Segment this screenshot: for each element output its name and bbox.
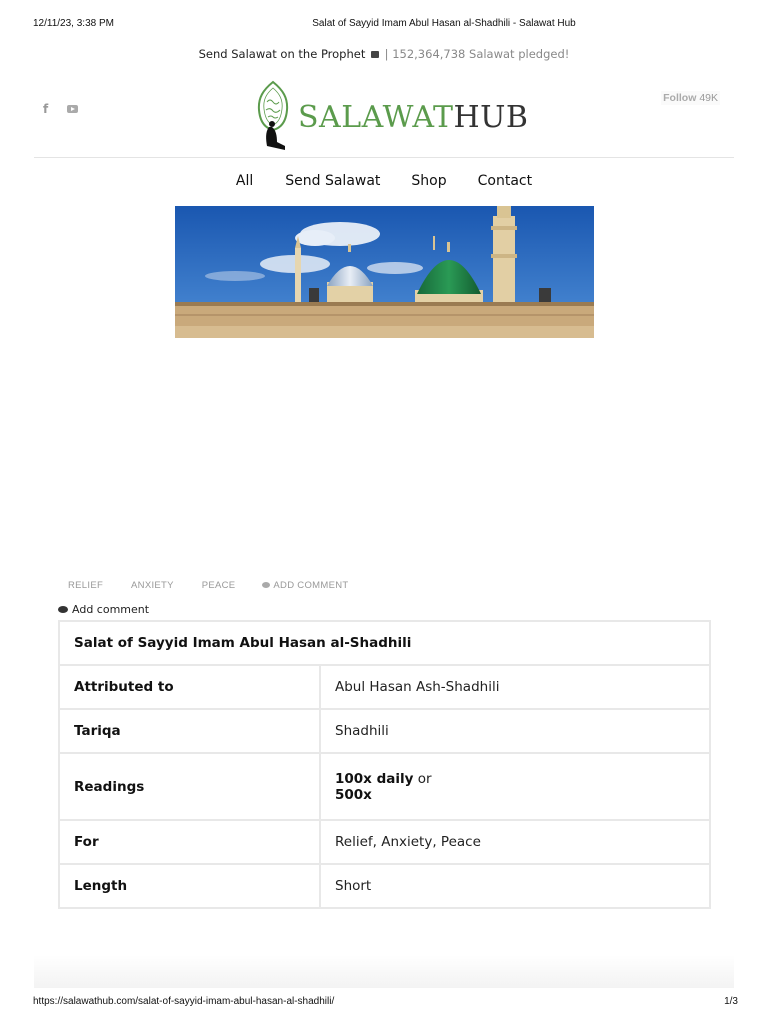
mosque-illustration xyxy=(175,206,594,338)
row-value-attributed: Abul Hasan Ash-Shadhili xyxy=(320,665,710,709)
print-page-title: Salat of Sayyid Imam Abul Hasan al-Shadhili - Salawat Hub xyxy=(312,18,576,29)
table-row xyxy=(59,864,710,908)
add-comment-label: Add comment xyxy=(72,603,150,616)
follow-count: 49K xyxy=(699,92,718,104)
table-title: Salat of Sayyid Imam Abul Hasan al-Shadhili xyxy=(59,621,710,665)
table-row xyxy=(59,820,710,864)
hero-mosque-image xyxy=(175,206,594,338)
follow-counter[interactable] xyxy=(661,91,720,105)
print-datetime: 12/11/23, 3:38 PM xyxy=(33,18,114,29)
youtube-icon[interactable] xyxy=(67,105,78,113)
tag-relief[interactable]: RELIEF xyxy=(68,580,104,591)
logo-wordmark xyxy=(298,100,528,135)
tag-peace[interactable]: PEACE xyxy=(201,580,236,591)
follow-label: Follow xyxy=(663,92,697,104)
row-key-length: Length xyxy=(59,864,320,908)
salawat-promo-bar[interactable] xyxy=(0,47,768,61)
nav-item-shop[interactable]: Shop xyxy=(411,173,447,189)
row-value-for: Relief, Anxiety, Peace xyxy=(320,820,710,864)
comment-icon xyxy=(58,606,68,613)
readings-total: 500x xyxy=(335,786,372,803)
promo-send-text[interactable]: Send Salawat on the Prophet xyxy=(198,47,366,61)
salawat-info-table xyxy=(58,620,711,909)
table-row xyxy=(59,665,710,709)
add-comment-link[interactable] xyxy=(58,603,149,616)
main-nav xyxy=(0,173,768,189)
print-url: https://salawathub.com/salat-of-sayyid-imam-abul-hasan-al-shadhili/ xyxy=(33,996,335,1007)
row-key-for: For xyxy=(59,820,320,864)
logo-hub-text: HUB xyxy=(453,100,529,135)
header-divider xyxy=(34,157,734,158)
add-comment-tag-label: ADD COMMENT xyxy=(273,580,349,591)
row-value-tariqa: Shadhili xyxy=(320,709,710,753)
readings-daily: 100x daily xyxy=(335,770,414,787)
page-footer-band xyxy=(34,955,734,988)
promo-count-text: | 152,364,738 Salawat pledged! xyxy=(384,47,570,61)
logo-salawat-text: SALAWAT xyxy=(298,100,454,135)
row-value-readings xyxy=(320,753,710,820)
readings-or: or xyxy=(413,770,432,787)
nav-item-all[interactable]: All xyxy=(235,173,254,189)
nav-item-send-salawat[interactable]: Send Salawat xyxy=(285,173,381,189)
comment-icon xyxy=(262,582,270,588)
book-icon xyxy=(371,51,379,58)
table-title-row xyxy=(59,621,710,665)
logo-emblem-icon xyxy=(255,80,291,152)
post-tags xyxy=(68,580,348,591)
table-row xyxy=(59,753,710,820)
add-comment-tag-link[interactable] xyxy=(262,580,348,591)
table-row xyxy=(59,709,710,753)
site-logo[interactable] xyxy=(255,80,529,154)
nav-item-contact[interactable]: Contact xyxy=(477,173,533,189)
row-key-tariqa: Tariqa xyxy=(59,709,320,753)
print-page-number: 1/3 xyxy=(724,996,738,1007)
row-value-length: Short xyxy=(320,864,710,908)
tag-anxiety[interactable]: ANXIETY xyxy=(131,580,174,591)
row-key-readings: Readings xyxy=(59,753,320,820)
row-key-attributed: Attributed to xyxy=(59,665,320,709)
facebook-icon[interactable]: f xyxy=(43,102,49,116)
